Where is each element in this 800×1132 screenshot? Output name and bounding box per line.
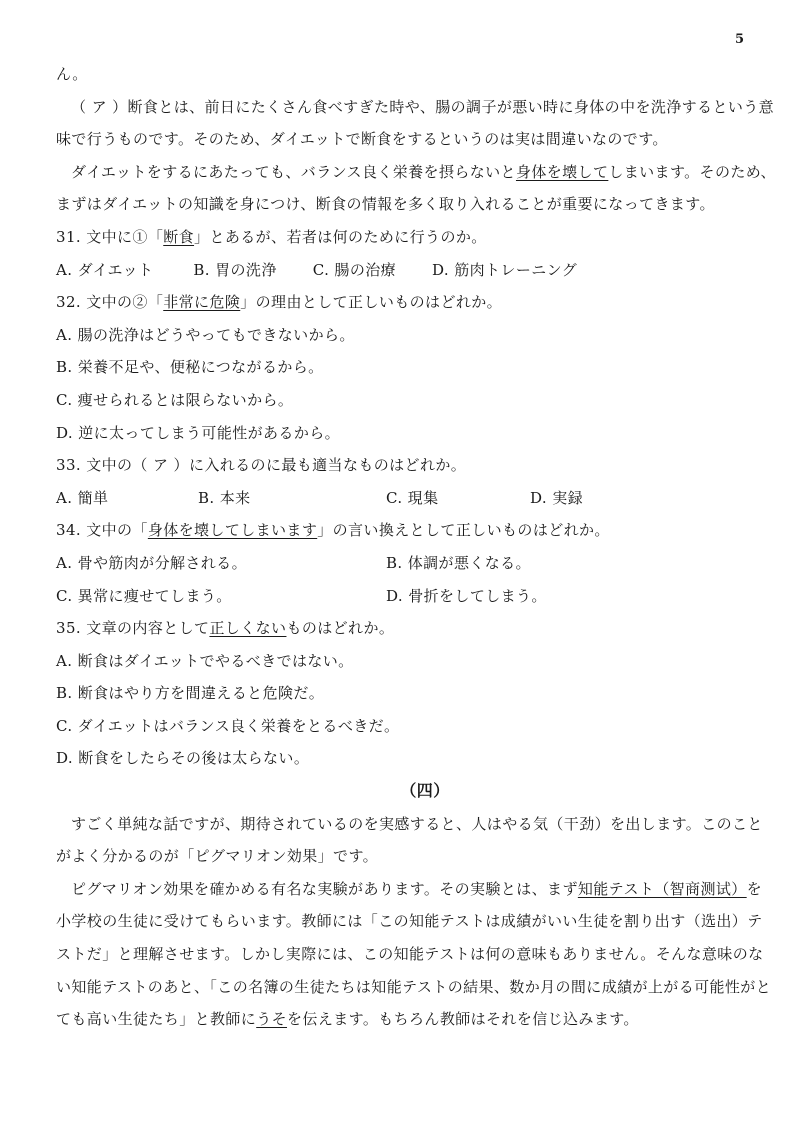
paragraph-line xyxy=(56,1003,774,1036)
intro-line: ん。 xyxy=(56,65,88,83)
underlined-phrase: 知能テスト（智商测试） xyxy=(577,879,747,898)
option-d: D. 骨折をしてしまう。 xyxy=(386,586,547,605)
question-33: 33. 文中の（ ア ）に入れるのに最も適当なものはどれか。 xyxy=(56,456,467,475)
paragraph-line: ストだ」と理解させます。しかし実際には、この知能テストは何の意味もありません。そんな意味のな xyxy=(56,945,764,964)
underlined-phrase: 身体を壊して xyxy=(515,162,609,181)
option-b: B. 胃の洗浄 xyxy=(193,260,277,279)
paragraph-line: まずはダイエットの知識を身につけ、断食の情報を多く取り入れることが重要になってきます。 xyxy=(56,195,715,214)
text-span: を伝えます。もちろん教師はそれを信じ込みます。 xyxy=(287,1010,639,1029)
underlined-phrase: 身体を壊してしまいます xyxy=(147,521,318,540)
question-text: ものはどれか。 xyxy=(286,619,395,638)
option-c: C. 異常に痩せてしまう。 xyxy=(56,586,232,605)
underlined-phrase: 正しくない xyxy=(209,619,287,638)
q34-options-row2 xyxy=(56,580,774,613)
section-heading: （四） xyxy=(400,781,450,801)
option-c: C. ダイエットはバランス良く栄養をとるべきだ。 xyxy=(56,716,400,735)
underlined-phrase: 断食 xyxy=(163,227,195,246)
paragraph-line: がよく分かるのが「ピグマリオン効果」です。 xyxy=(56,847,379,866)
option-a: A. 腸の洗浄はどうやってもできないから。 xyxy=(56,325,355,344)
question-34 xyxy=(56,514,774,547)
option-a: A. 簡単 xyxy=(56,488,109,507)
option-b: B. 断食はやり方を間違えると危険だ。 xyxy=(56,684,325,703)
text-span: ても高い生徒たち」と教師に xyxy=(56,1010,257,1029)
option-d: D. 筋肉トレーニング xyxy=(432,260,578,279)
paragraph-line: すごく単純な話ですが、期待されているのを実感すると、人はやる気（干劲）を出します。このこと xyxy=(71,814,763,833)
paragraph-line: い知能テストのあと、「この名簿の生徒たちは知能テストの結果、数か月の間に成績が上がる可能性がと xyxy=(56,977,772,996)
option-d: D. 断食をしたらその後は太らない。 xyxy=(56,749,310,768)
paragraph-line xyxy=(56,156,774,189)
question-text: 35. 文章の内容として xyxy=(56,619,210,638)
question-text: 31. 文中に①「 xyxy=(56,227,164,246)
question-35 xyxy=(56,612,774,645)
question-text: 32. 文中の②「 xyxy=(56,293,164,312)
text-span: ピグマリオン効果を確かめる有名な実験があります。その実験とは、まず xyxy=(71,879,578,898)
question-32 xyxy=(56,286,774,319)
option-a: A. ダイエット xyxy=(56,260,154,279)
option-b: B. 本来 xyxy=(198,488,251,507)
document-body xyxy=(56,58,774,1036)
option-b: B. 栄養不足や、便秘につながるから。 xyxy=(56,358,324,377)
q31-options xyxy=(56,254,774,287)
page-number: 5 xyxy=(735,32,745,47)
question-31 xyxy=(56,221,774,254)
text-span: しまいます。そのため、 xyxy=(608,162,776,181)
option-c: C. 現集 xyxy=(386,488,439,507)
paragraph-line: （ ア ）断食とは、前日にたくさん食べすぎた時や、腸の調子が悪い時に身体の中を洗浄するという意 xyxy=(71,97,775,116)
option-d: D. 逆に太ってしまう可能性があるから。 xyxy=(56,423,341,442)
option-b: B. 体調が悪くなる。 xyxy=(386,553,531,572)
q34-options-row1 xyxy=(56,547,774,580)
paragraph-line: 小学校の生徒に受けてもらいます。教師には「この知能テストは成績がいい生徒を割り出す（选出）テ xyxy=(56,912,763,931)
question-text: 」の理由として正しいものはどれか。 xyxy=(240,293,503,312)
paragraph-line: 味で行うものです。そのため、ダイエットで断食をするというのは実は間違いなのです。 xyxy=(56,130,668,149)
question-text: 」の言い換えとして正しいものはどれか。 xyxy=(317,521,610,540)
q33-options xyxy=(56,482,774,515)
underlined-phrase: うそ xyxy=(256,1010,288,1029)
option-c: C. 痩せられるとは限らないから。 xyxy=(56,390,294,409)
text-span: ダイエットをするにあたっても、バランス良く栄養を摂らないと xyxy=(71,162,516,181)
option-a: A. 断食はダイエットでやるべきではない。 xyxy=(56,651,354,670)
question-text: 34. 文中の「 xyxy=(56,521,148,540)
option-d: D. 実録 xyxy=(530,488,584,507)
paragraph-line xyxy=(56,873,774,906)
option-c: C. 腸の治療 xyxy=(312,260,397,279)
underlined-phrase: 非常に危険 xyxy=(163,293,241,312)
option-a: A. 骨や筋肉が分解される。 xyxy=(56,553,247,572)
text-span: を xyxy=(746,879,763,898)
question-text: 」とあるが、若者は何のために行うのか。 xyxy=(194,227,487,246)
